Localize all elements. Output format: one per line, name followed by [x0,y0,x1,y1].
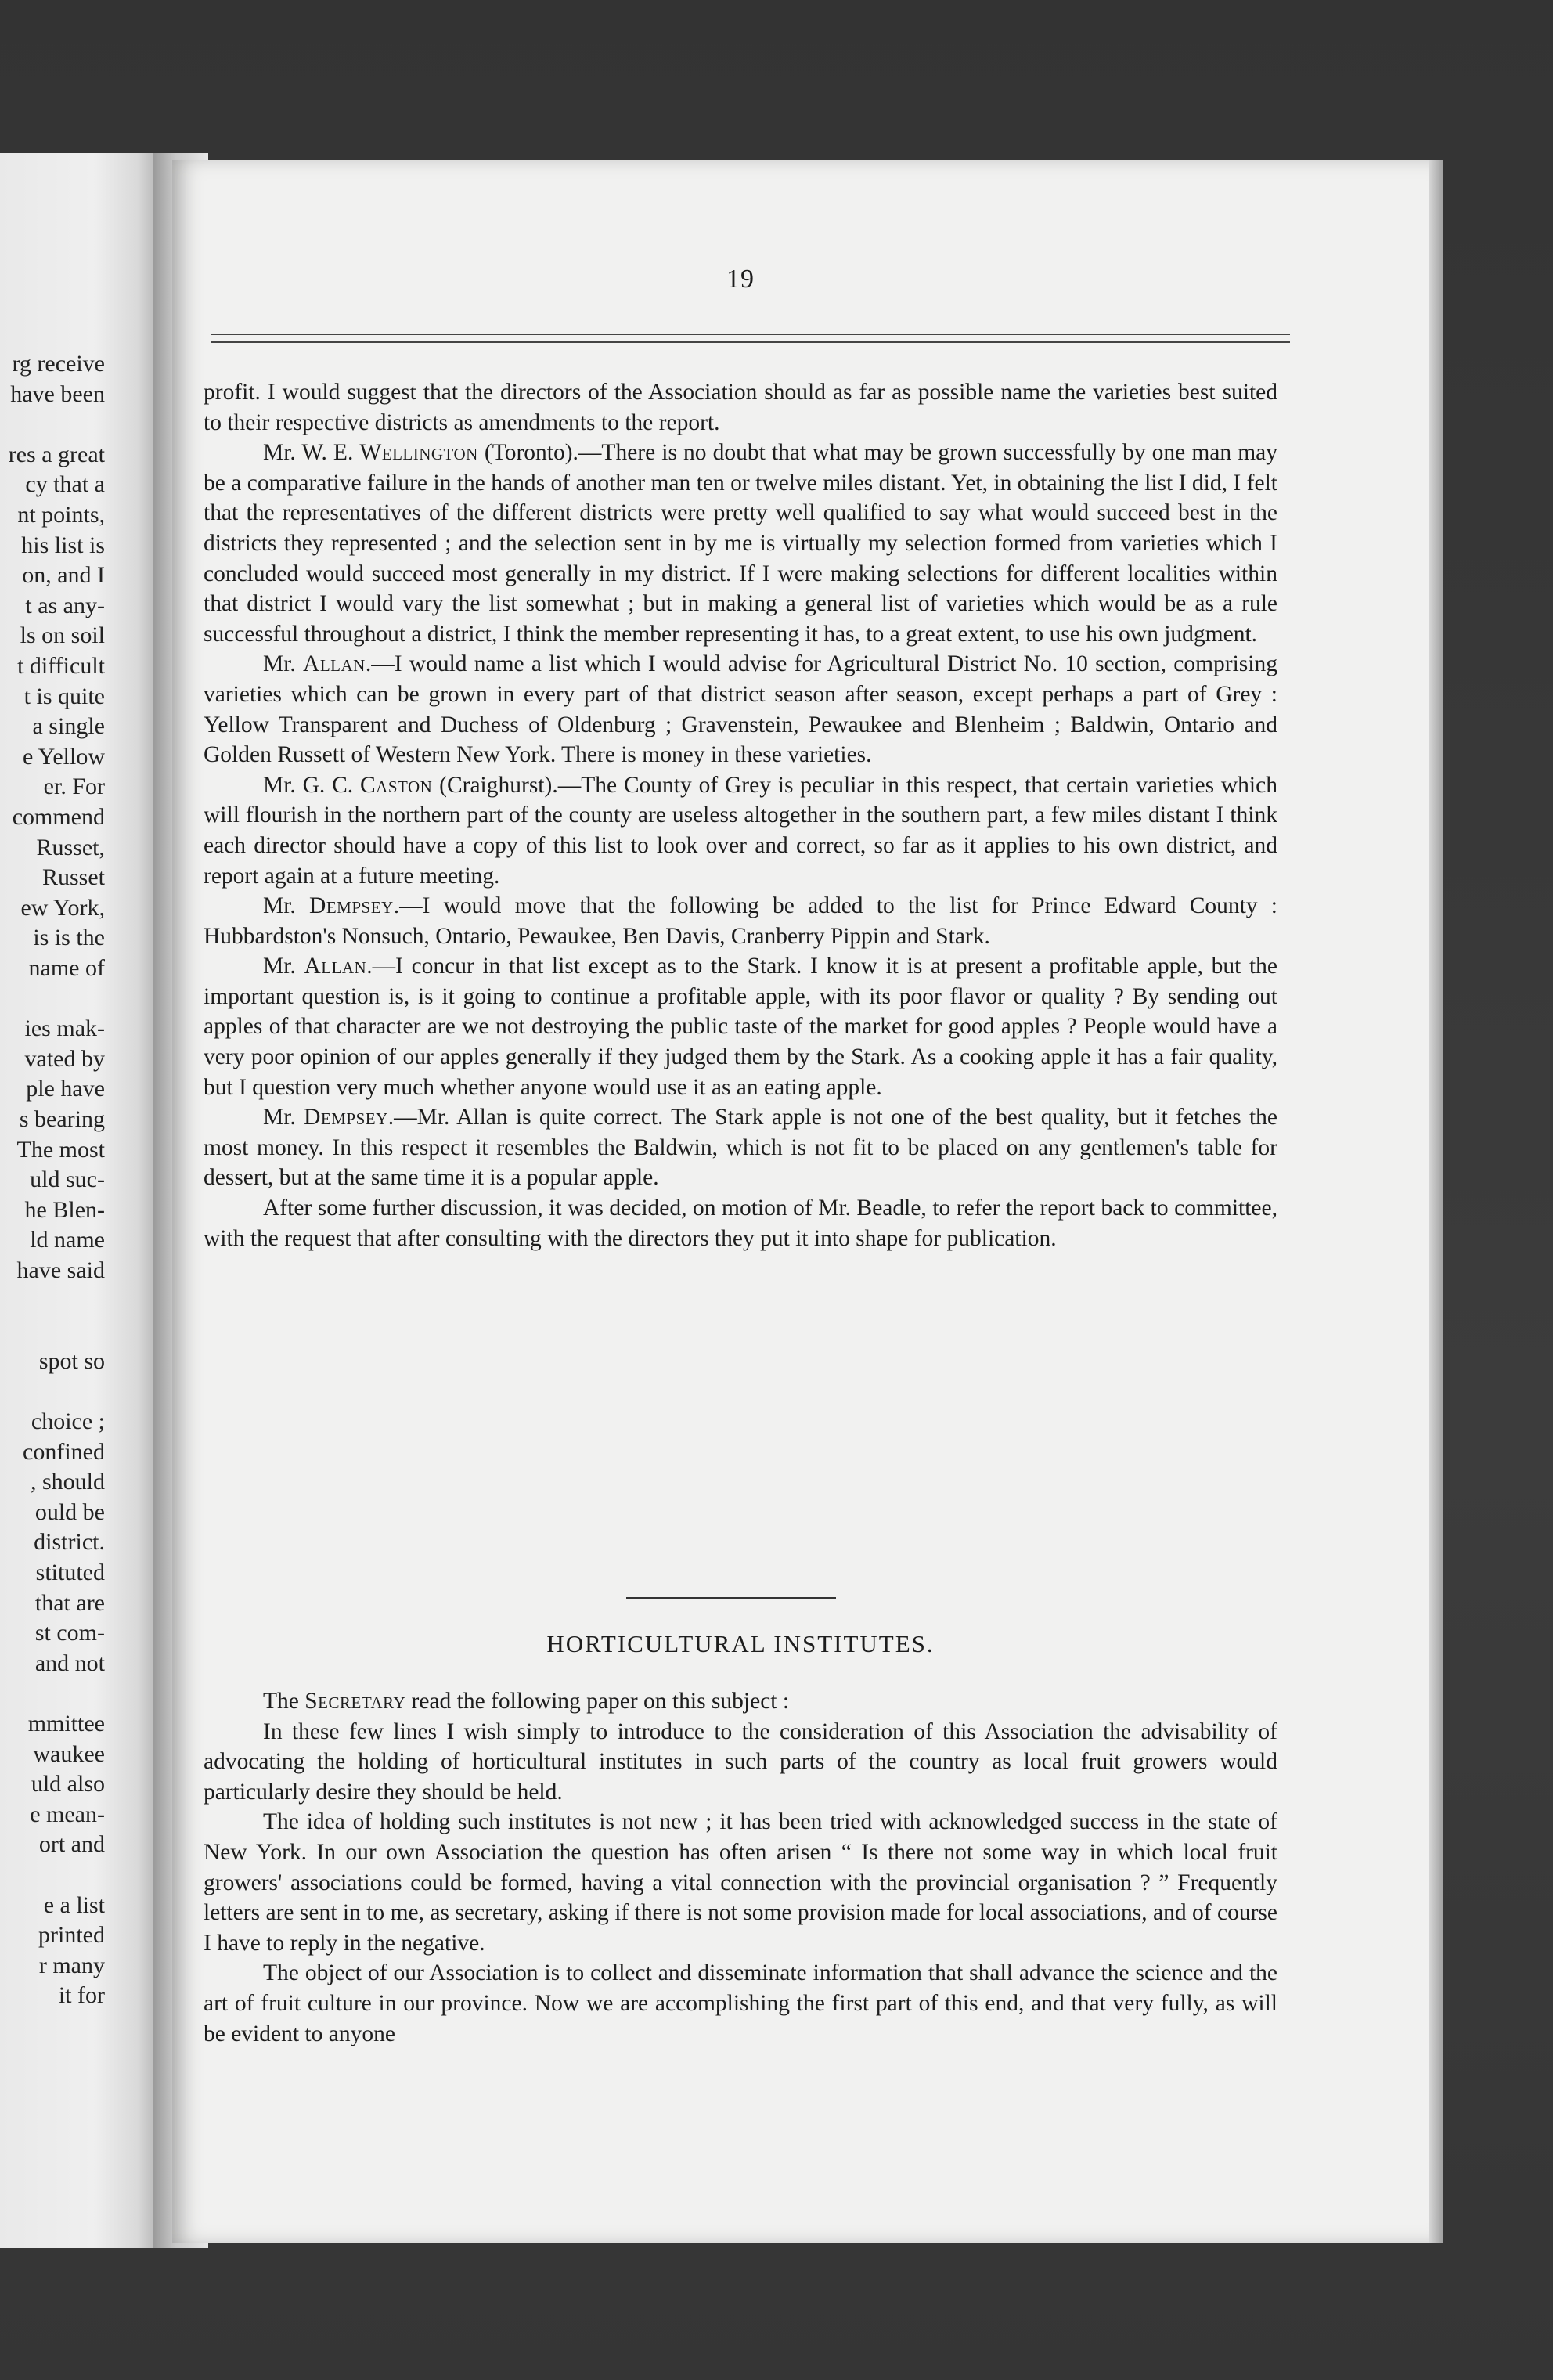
discussion-paragraph [204,438,1277,649]
left-page-line: choice ; [31,1408,105,1434]
speaker-prefix: Mr. [263,893,310,919]
paragraph-text: .—I would name a list which I would advise for Agricultural District No. 10 section, comprising varieties which can be grown in every part of that district season after season, except perhaps a part of Grey : Yellow Transparent and Duchess of Oldenburg ; Gravenstein, Pewaukee and Blenheim ; Baldwin, Ontario and Golden Russett of Western New York. There is money in these varieties. [204,651,1277,768]
left-page-line: ort and [38,1831,105,1858]
institutes-paragraph [204,1686,1277,1717]
discussion-paragraph [204,891,1277,951]
discussion-paragraph [204,951,1277,1102]
left-page-line: The most [16,1136,105,1163]
paragraph-text: After some further discussion, it was decided, on motion of Mr. Beadle, to refer the report back to committee, with the request that after consulting with the directors they put it into shape for publication. [204,1195,1277,1251]
left-page-line: it for [58,1982,105,2009]
speaker-prefix: Mr. [263,651,304,677]
page-number: 19 [726,265,755,294]
left-page-line: ld name [30,1227,105,1253]
left-page-line: e Yellow [22,743,105,770]
left-page-line: st com- [34,1620,105,1646]
discussion-paragraph [204,1193,1277,1253]
left-page-line: a single [32,713,105,740]
speaker-name: Caston [360,772,433,798]
left-page-line: commend [12,804,105,830]
paragraph-lead: The [263,1689,305,1714]
left-page-line: t difficult [17,653,105,679]
left-page-line: res a great [8,441,105,467]
discussion-paragraph [204,770,1277,891]
discussion-paragraph [204,1102,1277,1193]
left-page-line: ould be [34,1498,105,1525]
left-page-line: e mean- [30,1801,105,1827]
left-page-line: he Blen- [24,1196,105,1223]
left-page-line: confined [23,1438,105,1465]
paragraph-text: In these few lines I wish simply to introduce to the consideration of this Association the advisability of advocating the holding of horticultural institutes in such parts of the country as local fruit growers would particularly desire they should be held. [204,1718,1277,1805]
section-divider [626,1597,836,1599]
speaker-name: Dempsey [309,893,394,919]
left-page-line: uld suc- [30,1167,105,1193]
left-page-line: ls on soil [20,622,105,649]
left-page-line: e a list [43,1891,105,1918]
left-page-line: printed [38,1922,105,1949]
paragraph-text: .—I concur in that list except as to the Stark. I know it is at present a profitable apple, but the important question is, is it going to continue a profitable apple, with its poor flavor or quality ? By sending out apples of that character are we not destroying the public taste of the market for good apples ? People would have a very poor opinion of our apples generally if they judged them by the Stark. As a cooking apple it has a fair quality, but I question very much whether anyone would use it as an eating apple. [204,954,1277,1100]
institutes-paragraph [204,1717,1277,1808]
left-page-line: s bearing [19,1106,105,1132]
left-page-line: on, and I [22,562,105,589]
left-page-line: Russet, [36,834,105,860]
left-page-line: t is quite [23,683,105,709]
left-page-line: ew York, [20,894,105,921]
left-page-line: spot so [38,1347,105,1374]
left-page-line: vated by [24,1045,105,1072]
left-page-line: ple have [26,1076,105,1102]
paragraph-text: The idea of holding such institutes is not new ; it has been tried with acknowledged success in the state of New York. In our own Association the question has often arisen “ Is there not some way in which local fruit growers' associations could be formed, having a vital connection with the provincial organisation ? ” Frequently letters are sent in to me, as secretary, asking if there is not some provision made for local associations, and of course I have to reply in the negative. [204,1809,1277,1956]
paragraph-text: (Craighurst).—The County of Grey is peculiar in this respect, that certain varieties which will flourish in the northern part of the county are useless altogether in the southern part, a few miles distant I think each director should have a copy of this list to look over and correct, so far as it applies to his own district, and report again at a future meeting. [204,772,1277,889]
speaker-name: Secretary [304,1689,406,1714]
left-page-line: rg receive [12,351,105,377]
left-page-line: name of [28,955,105,981]
speaker-prefix: Mr. [263,1105,304,1130]
previous-page-fragment [0,153,157,2248]
left-page-line: er. For [43,774,105,800]
section-heading: HORTICULTURAL INSTITUTES. [546,1630,935,1657]
institutes-paragraph [204,1807,1277,1958]
left-page-line: district. [34,1529,105,1556]
discussion-paragraph [204,377,1277,438]
discussion-paragraph [204,649,1277,770]
left-page-line: stituted [35,1560,105,1585]
institutes-paragraph [204,1958,1277,2049]
left-page-line: nt points, [17,502,105,528]
left-page-line: , should [30,1469,105,1495]
left-page-line: ies mak- [24,1015,105,1042]
left-page-line: r many [38,1952,105,1978]
left-page-line: uld also [31,1771,105,1798]
left-page-line: have been [10,380,105,407]
speaker-prefix: Mr. [263,954,304,979]
left-page-line: mmittee [27,1711,105,1736]
speaker-name: Allan [303,651,366,677]
paragraph-text: .—I would move that the following be added to the list for Prince Edward County : Hubbardston's Nonsuch, Ontario, Pewaukee, Ben Davis, Cranberry Pippin and Stark. [204,893,1277,949]
left-page-line: and not [34,1650,105,1676]
left-page-line: t as any- [25,592,105,618]
speaker-name: Wellington [359,440,478,466]
paragraph-text: The object of our Association is to collect and disseminate information that shall advance the science and the art of fruit culture in our province. Now we are accomplishing the first part of this end, and that very fully, as will be evident to anyone [204,1960,1277,2046]
discussion-text [204,377,1277,1253]
left-page-line: Russet [41,864,105,891]
speaker-name: Allan [304,954,367,979]
left-page-line: is is the [33,925,105,951]
paragraph-text: .—Mr. Allan is quite correct. The Stark apple is not one of the best quality, but it fetches the most money. In this respect it resembles the Baldwin, which is not fit to be placed on any gentlemen's table for dessert, but at the same time it is a popular apple. [204,1105,1277,1191]
paragraph-text: read the following paper on this subject : [405,1689,790,1714]
paragraph-text: profit. I would suggest that the directors of the Association should as far as possible name the varieties best suited to their respective districts as amendments to the report. [204,380,1277,435]
paragraph-text: (Toronto).—There is no doubt that what may be grown successfully by one man may be a comparative failure in the hands of another man ten or twelve miles distant. Yet, in obtaining the list I did, I felt that the representatives of the different districts were pretty well qualified to say what would succeed best in the districts they represented ; and the selection sent in by me is virtually my selection formed from varieties which I concluded would succeed most generally in my district. If I were making selections for different localities within that district I would vary the list somewhat ; but in making a general list of varieties which would be as a rule successful throughout a district, I think the member representing it has, to a great extent, to use his own judgment. [204,440,1277,647]
left-page-line: have said [16,1257,105,1283]
speaker-prefix: Mr. W. E. [263,440,360,466]
speaker-prefix: Mr. G. C. [263,772,360,798]
left-page-line: waukee [33,1740,105,1767]
header-double-rule [211,334,1290,343]
speaker-name: Dempsey [304,1105,388,1130]
left-page-line: that are [34,1589,105,1616]
institutes-text [204,1686,1277,2049]
left-page-line: cy that a [25,471,105,498]
page-edge [1429,160,1443,2243]
left-page-line: his list is [21,532,105,558]
